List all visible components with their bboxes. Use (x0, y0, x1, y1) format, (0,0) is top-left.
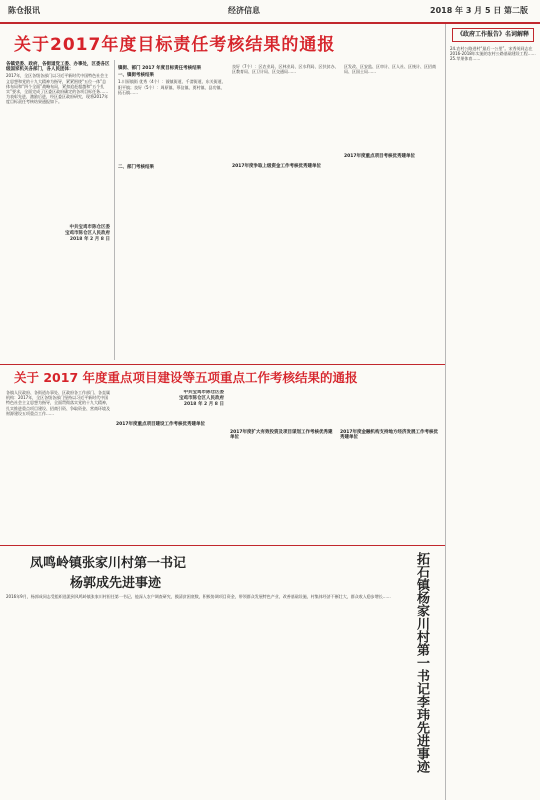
article2-signature-1: 中共宝鸡市陈仓区委 (183, 390, 224, 395)
section-name: 经济信息 (228, 6, 260, 15)
article2-project-heading: 2017年度重点项目建设工作考核优秀建单位 (116, 422, 206, 427)
paper-name: 陈仓报讯 (8, 6, 40, 15)
article1-salutation: 各镇党委、政府，各街道党工委、办事处，区委各区级国家机关各部门，各人民团体： (6, 62, 110, 73)
section-divider-2 (0, 545, 446, 546)
article1-dept-results-heading: 二、部门考核结果 (118, 165, 154, 171)
article3-text: 2016年9月，杨郭成同志受组织选派到凤鸣岭镇张家川村担任第一书记。他深入农户调查研究，摸清贫困底数，积极协调项目资金，带领群众发展特色产业，改善基础设施，村集体经济不断壮大，群众收入稳步增长…… (6, 594, 391, 599)
article1-signature-2: 宝鸡市陈仓区人民政府 (65, 230, 110, 236)
article4-vertical-title: 拓石镇杨家川村第一书记李玮先进事迹 (414, 552, 429, 773)
article2-body: 各镇人民政府、各街道办事处、区政府各工作部门、各直属机构：2017年，全区各级各部门坚持以习近平新时代中国特色社会主义思想为指导，全面贯彻落实党的十九大精神，扎实推进重点项目建设、招商引资、争取资金、营商环境及财源建设五项重点工作…… (6, 390, 110, 416)
article3-headline-line1: 凤鸣岭镇张家川村第一书记 (30, 556, 187, 571)
sidebar-title: 《政府工作报告》名词解释 (452, 28, 534, 42)
sidebar-text: 24.农村公路进村“最后一公里”。宋秀英同志在2016-2018年实施的农村公路基础建设工程……25.苹果体育…… (450, 46, 536, 62)
article1-headline: 关于2017年度目标责任考核结果的通报 (14, 35, 336, 55)
column-divider (114, 60, 115, 360)
article1-results-title: 镇街、部门 2017 年度目标责任考核结果 (118, 66, 202, 71)
article1-funding-heading: 2017年度争取上级资金工作考核优秀建单位 (232, 164, 322, 170)
article1-body: 2017年，全区各级各部门以习近平新时代中国特色社会主义思想和党的十九大精神为指导，紧紧围绕“五位一体”总体布局和“四个全面”战略布局，紧扣追赶超越和“五个扎实”要求，全面完成了区委区政府确定的各项目标任务……为表彰先进，激励后进，经区委区政府研究，现将2017年度目标责任考核结果通报如下。 (6, 73, 109, 105)
masthead (0, 0, 540, 24)
article1-col2 (118, 64, 228, 360)
article1-town-results: 1.川原镇街 优秀（4个）：虢镇街道、千渭街道、东关街道、阳平镇；良好（5个）：周原镇、慕仪镇、贾村镇、县功镇、拓石镇…… (118, 79, 226, 95)
article2-headline: 关于 2017 年度重点项目建设等五项重点工作考核结果的通报 (14, 370, 358, 385)
article1-col3 (232, 64, 340, 360)
article2-col1 (6, 390, 110, 540)
sidebar-body (450, 46, 536, 746)
article1-dept-list-2: 区发改、区安监、区审计、区人社、区统计、区招商局、区国土局…… (344, 64, 436, 75)
article2-col4 (340, 390, 442, 540)
article2-finance-heading: 2017年度金融机构支持地方经济发展工作考核优秀建单位 (340, 430, 439, 441)
section-divider (0, 364, 446, 365)
sidebar (446, 24, 540, 800)
article3-headline-line2: 杨郭成先进事迹 (70, 576, 162, 591)
article1-signature-date: 2018 年 2 月 8 日 (69, 236, 110, 242)
article2-signature-2: 宝鸡市陈仓区人民政府 (179, 396, 224, 401)
page-number: 第二版 (504, 6, 528, 15)
article1-project-heading: 2017年度重点项目考核优秀建单位 (344, 154, 416, 160)
article3-body (6, 594, 406, 794)
article2-signature-date: 2018 年 2 月 8 日 (183, 402, 224, 407)
article1-col4 (344, 64, 442, 360)
article1-signature-1: 中共宝鸡市陈仓区委 (69, 224, 110, 230)
issue-date: 2018 年 3 月 5 日 (430, 6, 502, 15)
article1-town-results-heading: 一、镇街考核结果 (118, 73, 154, 79)
article1-dept-list: 良好（7个）：区农业局、区林业局、区水利局、区扶贫办、区教育局、区卫计局、区交通局…… (232, 64, 339, 75)
article2-investment-heading: 2017年度扩大有效投资及项目谋划工作考核优秀建单位 (230, 430, 333, 441)
article2-col2 (116, 390, 224, 540)
article1-col1 (6, 60, 110, 360)
article2-col3 (230, 390, 336, 540)
